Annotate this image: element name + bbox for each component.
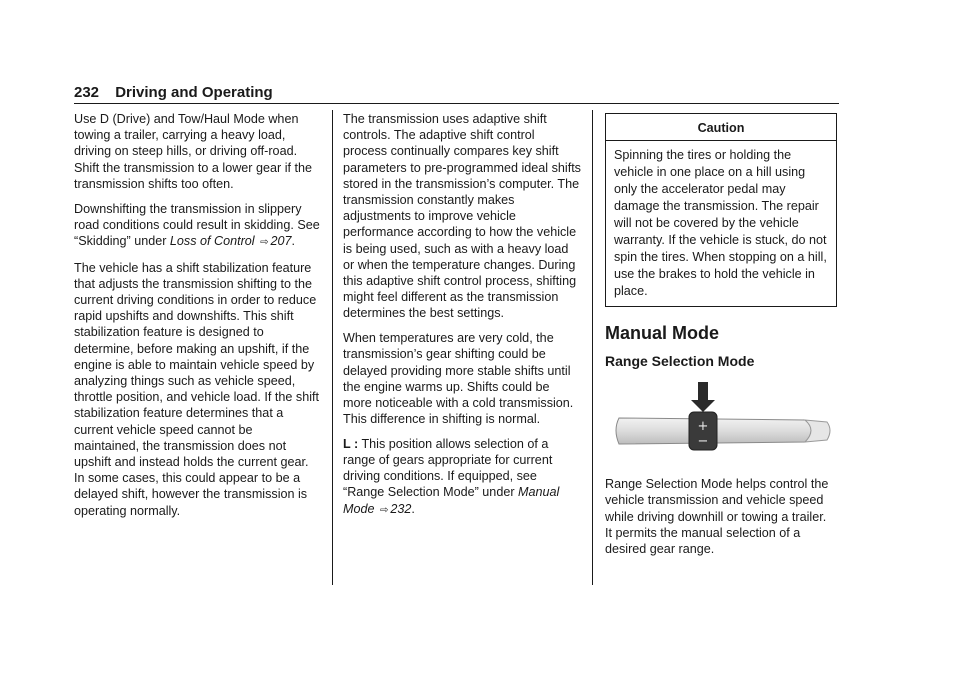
cross-reference-link[interactable]: Manual Mode [343,485,560,516]
header-divider [74,103,839,104]
paragraph: When temperatures are very cold, the transmission’s gear shifting could be delayed providing more stable shifts until the engine warms up. Shifts could be more noticeable with a cold transmission. This difference in shifting is normal. [343,331,574,427]
plus-glyph: + [697,419,709,435]
page-header [74,84,839,102]
paragraph: The transmission uses adaptive shift controls. The adaptive shift control process continually compares key shift parameters to pre-programmed ideal shifts stored in the transmission’s computer. The transmission constantly makes adjustments to improve vehicle performance according to how the vehicle is being used, such as with a heavy load or when the temperature changes. During this adaptive shift control process, shifting might feel different as the transmission determines the best settings. [343,112,581,321]
paragraph: Downshifting the transmission in slippery road conditions could result in skidding. See “Skidding” under Loss of Control ⇨ 207. [74,201,320,248]
caution-box [605,113,837,307]
caution-title: Caution [606,114,836,141]
section-title: Driving and Operating [115,84,273,101]
down-arrow-icon [691,382,715,412]
column-3 [605,111,839,566]
gear-position-label: L : [343,436,359,451]
page-reference-icon: ⇨ [380,504,389,516]
column-divider [332,110,333,585]
caution-text: Spinning the tires or holding the vehicle in one place on a hill using only the accelerator pedal may damage the transmission. The repair will not be covered by the vehicle warranty. If the vehicle is stuck, do not spin the tires. When stopping on a hill, use the brakes to hold the vehicle in place. [614,148,827,299]
column-2 [343,111,581,527]
minus-glyph: − [697,434,709,450]
subsection-heading: Range Selection Mode [605,353,755,370]
paragraph: Range Selection Mode helps control the vehicle transmission and vehicle speed while driving downhill or towing a trailer. [605,477,829,524]
shift-lever-illustration [605,378,839,470]
paragraph: Use D (Drive) and Tow/Haul Mode when towing a trailer, carrying a heavy load, driving on steep hills, or driving off-road. Shift the transmission to a lower gear if the transmission shifts too often. [74,112,312,191]
column-1 [74,111,320,527]
cross-reference-page[interactable]: 232 [390,501,412,516]
paragraph: The vehicle has a shift stabilization feature that adjusts the transmission shifting to the current driving conditions in order to reduce rapid upshifts and downshifts. This shift stabilization feature is designed to determine, before making an upshift, if the engine is able to maintain vehicle speed by analyzing things such as vehicle speed, throttle position, and vehicle load. If the shift stabilization feature determines that a current vehicle speed cannot be maintained, the transmission does not upshift and instead holds the current gear. In some cases, this could appear to be a delayed shift, however the transmission is operating normally. [74,260,320,518]
cross-reference-link[interactable]: Loss of Control [169,233,255,248]
paragraph: It permits the manual selection of a desired gear range. [605,525,801,557]
cross-reference-page[interactable]: 207 [270,233,292,248]
section-heading: Manual Mode [605,323,720,344]
page-reference-icon: ⇨ [260,236,269,248]
column-divider [592,110,593,585]
page-number: 232 [74,84,100,101]
paragraph: L : This position allows selection of a range of gears appropriate for current driving conditions. If equipped, see “Range Selection Mode” under Manual Mode ⇨ 232. [343,436,560,516]
